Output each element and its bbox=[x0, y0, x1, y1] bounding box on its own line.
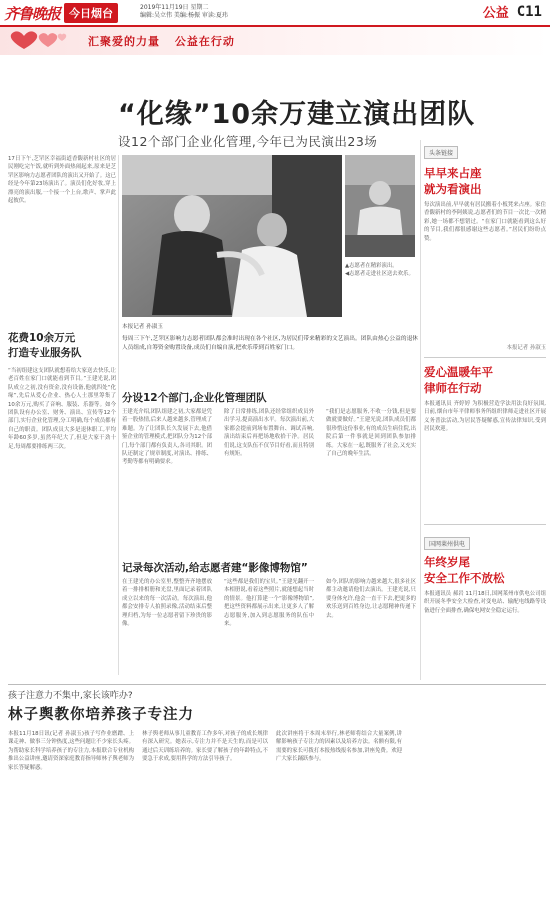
slogan-1: 汇聚爱的力量 bbox=[88, 35, 160, 48]
left-intro-text: 17日下午,芝罘区幸福街道香馥新村社区的居民刚吃完午饭,就听到外面热闹起来,原来是芝罘区影响力志愿者团队的演出又开始了。这已经是今年第23场演出了。演员们化好妆,穿上漂亮的演出服,一个接一个上台,歌声、掌声此起彼伏。 bbox=[8, 156, 116, 205]
column-divider bbox=[118, 155, 119, 675]
sidebar-tag-2: 国网莱州供电 bbox=[424, 537, 470, 550]
sidebar-story-1-title bbox=[424, 165, 546, 197]
community-photo bbox=[345, 155, 415, 257]
photo-caption bbox=[345, 262, 417, 278]
caption-2: ◀志愿者走进社区送去欢乐。 bbox=[345, 271, 414, 277]
masthead bbox=[0, 0, 550, 26]
reporter-byline: 本报记者 孙淑玉 bbox=[122, 324, 163, 330]
middle-col-c: “我们是志愿服务,不收一分钱,但是要做就要做好。”王建光说,团队成员们都很珍惜这份事业,有的成员生病住院,出院后第一件事就是回到团队参加排练。大家在一起,既服务了社会,又充实了自己的晚年生活。 bbox=[326, 409, 416, 458]
middle-col-b: 除了日常排练,团队还经常组织成员外出学习,提高演出水平。每次演出前,大家都会提前到场布置舞台、调试音响,演出结束后再把场地收拾干净。居民们说,这支队伍不仅节目好看,而且特别有规矩。 bbox=[224, 409, 314, 458]
middle-col-a: 王建光介绍,团队组建之初,大家都是凭着一股热情,后来人越来越多,管理成了难题。为了让团队长久发展下去,他借鉴企业的管理模式,把团队分为12个部门,每个部门都有负责人,各司其职。团队还制定了规章制度,对演出、排练、考勤等都有明确要求。 bbox=[122, 409, 212, 466]
date-text: 2019年11月19日 星期二 bbox=[140, 4, 209, 11]
left-title-line1: 花费10余万元 bbox=[8, 332, 76, 344]
middle-col-f: 如今,团队的影响力越来越大,很多社区都主动邀请他们去演出。王建光说,只要身体允许,他会一直干下去,把更多的欢乐送到百姓身边,让志愿精神传递下去。 bbox=[326, 579, 416, 619]
page-marker bbox=[483, 2, 542, 21]
sidebar-story-2-title bbox=[424, 364, 546, 396]
photo-image bbox=[122, 155, 342, 317]
main-headline: “化缘”10余万建立演出团队 bbox=[118, 99, 476, 130]
left-column bbox=[8, 155, 116, 597]
lead-paragraph: 每周三下午,芝罘区影响力志愿者团队都会准时出现在各个社区,为居民们带来精彩的文艺演出。团队由热心公益的退休人员组成,自筹资金购置设备,成员们自编自演,把欢乐带到百姓家门口。 bbox=[122, 336, 418, 351]
caption-1: ▲志愿者在精彩演出。 bbox=[345, 263, 398, 269]
sidebar-rule bbox=[424, 357, 546, 358]
sidebar-story-2-body: 本报通讯员 齐婷婷 为积极营造学法用法良好氛围,日前,烟台市年平律师事务所组织律师走进社区开展义务普法活动,为居民答疑解惑,宣传法律知识,受到居民欢迎。 bbox=[424, 401, 546, 433]
bottom-col-2: 林子舆老师从事儿童教育工作多年,对孩子的成长规律有深入研究。她表示,专注力并不是天生的,而是可以通过后天训练培养的。家长要了解孩子的年龄特点,不要急于求成,要用科学的方法引导孩子。 bbox=[142, 731, 268, 763]
left-section-title bbox=[8, 331, 116, 361]
middle-col-d: 在王建光的办公室里,整整齐齐地摆放着一排排相册和光盘,里面记录着团队成立以来的每一次活动。每次演出,他都会安排专人拍照录像,活动结束后整理归档,为每一位志愿者留下珍贵的影像。 bbox=[122, 579, 212, 628]
bottom-kicker: 孩子注意力不集中,家长该咋办? bbox=[8, 691, 133, 701]
s2-title-line2: 律师在行动 bbox=[424, 381, 482, 395]
sidebar-story-1-credit: 本报记者 孙淑玉 bbox=[506, 345, 546, 351]
sidebar-story-3-title bbox=[424, 554, 546, 586]
editor-text: 编辑:吴立伟 美编:杨振 审读:夏玮 bbox=[140, 12, 228, 19]
sidebar-divider bbox=[420, 140, 421, 680]
page-number: C11 bbox=[516, 3, 542, 20]
s2-title-line1: 爱心温暖年平 bbox=[424, 365, 493, 379]
slogan-2: 公益在行动 bbox=[174, 35, 235, 48]
hearts-icon bbox=[4, 29, 74, 53]
left-body-text: “当初组建这支团队就想着给大家送去快乐,让老百姓在家门口就能看到节目。”王建光说,团队成立之初,没有资金,没有设备,他就四处“化缘”,先后从爱心企业、热心人士那里筹集了10余万元,购买了音响、服装、乐器等。如今团队设有办公室、财务、演出、宣传等12个部门,实行企业化管理,分工明确,每个成员都有自己的职责。团队成员大多是退休职工,平均年龄60多岁,虽然年纪大了,但是大家干劲十足,每周都要排练两三次。 bbox=[8, 368, 116, 450]
sidebar-tag: 头条链接 bbox=[424, 146, 458, 159]
section-heading-2: 记录每次活动,给志愿者建“影像博物馆” bbox=[122, 562, 308, 574]
date-line bbox=[140, 4, 228, 20]
s3-title-line1: 年终岁尾 bbox=[424, 555, 470, 569]
charity-banner bbox=[0, 27, 550, 55]
bottom-col-1: 本报11月18日讯(记者 孙淑玉)孩子写作业磨蹭、上课走神、做事三分钟热度,这些问题让不少家长头疼。为帮助家长科学培养孩子的专注力,本报联合专业机构推出公益讲座,邀请资深家庭教育指导师林子舆老师为家长答疑解惑。 bbox=[8, 731, 134, 771]
photo-image-small bbox=[345, 155, 415, 257]
s1-title-line2: 就为看演出 bbox=[424, 182, 482, 196]
page-category: 公益 bbox=[482, 6, 509, 21]
s3-title-line2: 安全工作不放松 bbox=[424, 571, 505, 585]
banner-slogan bbox=[88, 33, 245, 49]
bottom-headline: 林子舆教你培养孩子专注力 bbox=[8, 707, 194, 723]
paper-name: 齐鲁晚报 bbox=[4, 4, 61, 23]
section-name: 今日烟台 bbox=[64, 3, 118, 23]
sidebar-story-1-body: 每次演出前,早早就有居民搬着小板凳来占座。家住香馥新村的李阿姨说,志愿者们的节目一次比一次精彩,她一场都不想错过。“在家门口就能看到这么好的节目,我们都很感谢这些志愿者。”居民们纷纷点赞。 bbox=[424, 202, 546, 242]
section-heading-1: 分设12个部门,企业化管理团队 bbox=[122, 392, 267, 404]
bottom-divider bbox=[8, 684, 546, 685]
volunteer-photo bbox=[122, 155, 342, 317]
sidebar-story-3-body: 本报通讯员 郝岩 11月18日,国网莱州市供电公司组织开展冬季安全大检查,对变电站、输配电线路等设备进行全面排查,确保电网安全稳定运行。 bbox=[424, 591, 546, 614]
main-subhead: 设12个部门企业化管理,今年已为民演出23场 bbox=[118, 134, 378, 149]
sidebar bbox=[424, 140, 546, 690]
bottom-col-3: 此次讲座将于本周末举行,林老师将结合大量案例,讲解影响孩子专注力的因素以及培养方法。名额有限,有需要的家长可拨打本报热线报名参加,讲座免费。欢迎广大家长踊跃参与。 bbox=[276, 731, 402, 763]
middle-col-e: “这些都是我们的宝贝。”王建光翻开一本相册说,看着这些照片,就能想起当时的情景。他打算建一个“影像博物馆”,把这些资料都展示出来,让更多人了解志愿服务,加入到志愿服务的队伍中来。 bbox=[224, 579, 314, 628]
sidebar-rule-2 bbox=[424, 524, 546, 525]
masthead-logo bbox=[4, 3, 118, 23]
left-title-line2: 打造专业服务队 bbox=[8, 347, 82, 359]
s1-title-line1: 早早来占座 bbox=[424, 166, 482, 180]
